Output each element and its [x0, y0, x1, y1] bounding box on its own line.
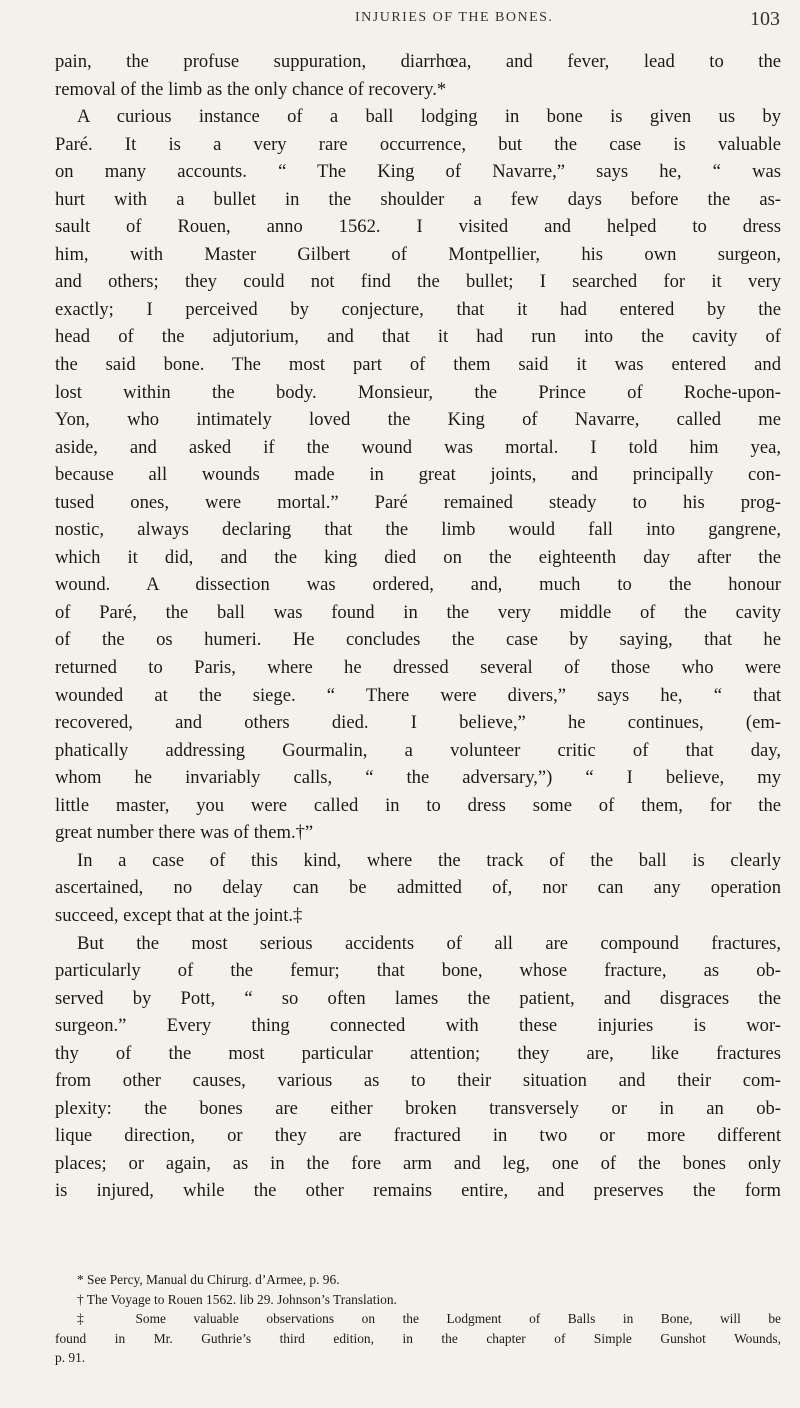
footnote-line: ‡ Some valuable observations on the Lodgment of Balls in Bone, will be — [77, 1311, 781, 1326]
text-line: the said bone. The most part of them said it was entered and — [55, 354, 781, 376]
text-line: plexity: the bones are either broken transversely or in an ob- — [55, 1097, 781, 1119]
text-line: from other causes, various as to their situation and their com- — [55, 1070, 781, 1092]
text-line: recovered, and others died. I believe,” he continues, (em- — [55, 712, 781, 734]
text-line: places; or again, as in the fore arm and leg, one of the bones only — [55, 1152, 781, 1174]
text-line: hurt with a bullet in the shoulder a few days before the as- — [55, 188, 781, 210]
text-line: But the most serious accidents of all are compound fractures, — [77, 932, 781, 954]
footnote-line: * See Percy, Manual du Chirurg. d’Armee, p. 96. — [77, 1272, 340, 1287]
text-line: is injured, while the other remains entire, and preserves the form — [55, 1180, 781, 1202]
text-line: pain, the profuse suppuration, diarrhœa, and fever, lead to the — [55, 51, 781, 72]
text-line: phatically addressing Gourmalin, a volunteer critic of that day, — [55, 739, 781, 761]
text-line: thy of the most particular attention; they are, like fractures — [55, 1042, 781, 1064]
text-line: on many accounts. “ The King of Navarre,” says he, “ was — [55, 161, 781, 183]
text-line: served by Pott, “ so often lames the patient, and disgraces the — [55, 987, 781, 1009]
text-line: because all wounds made in great joints, and principally con- — [55, 464, 781, 486]
text-line: Yon, who intimately loved the King of Navarre, called me — [55, 409, 781, 431]
text-line: surgeon.” Every thing connected with these injuries is wor- — [55, 1015, 781, 1037]
text-line: sault of Rouen, anno 1562. I visited and helped to dress — [55, 216, 781, 238]
text-line: aside, and asked if the wound was mortal. I told him yea, — [55, 436, 781, 458]
text-line: succeed, except that at the joint.‡ — [55, 904, 303, 926]
text-line: lost within the body. Monsieur, the Prince of Roche-upon- — [55, 381, 781, 403]
text-line: wound. A dissection was ordered, and, much to the honour — [55, 574, 781, 596]
footnote-line: p. 91. — [55, 1350, 86, 1365]
text-line: A curious instance of a ball lodging in bone is given us by — [77, 106, 781, 128]
text-line: nostic, always declaring that the limb would fall into gangrene, — [55, 519, 781, 541]
text-line: of Paré, the ball was found in the very middle of the cavity — [55, 601, 781, 623]
text-line: exactly; I perceived by conjecture, that it had entered by the — [55, 298, 781, 320]
footnote-line: found in Mr. Guthrie’s third edition, in the chapter of Simple Gunshot Wounds, — [55, 1330, 781, 1346]
body-text — [55, 48, 781, 1205]
text-line: great number there was of them.†” — [55, 822, 314, 844]
text-line: lique direction, or they are fractured in two or more different — [55, 1125, 781, 1147]
text-line: him, with Master Gilbert of Montpellier, his own surgeon, — [55, 243, 781, 265]
text-line: tused ones, were mortal.” Paré remained steady to his prog- — [55, 491, 781, 513]
text-line: and others; they could not find the bullet; I searched for it very — [55, 271, 781, 293]
text-line: wounded at the siege. “ There were divers,” says he, “ that — [55, 684, 781, 706]
footnote-line: † The Voyage to Rouen 1562. lib 29. Johnson’s Translation. — [77, 1291, 397, 1307]
text-line: Paré. It is a very rare occurrence, but the case is valuable — [55, 133, 781, 155]
text-line: particularly of the femur; that bone, whose fracture, as ob- — [55, 960, 781, 982]
text-line: which it did, and the king died on the eighteenth day after the — [55, 546, 781, 568]
text-line: little master, you were called in to dress some of them, for the — [55, 794, 781, 816]
text-line: whom he invariably calls, “ the adversary,”) “ I believe, my — [55, 767, 781, 789]
text-line: ascertained, no delay can be admitted of, nor can any operation — [55, 877, 781, 899]
text-line: removal of the limb as the only chance of recovery.* — [55, 78, 447, 100]
text-line: of the os humeri. He concludes the case by saying, that he — [55, 629, 781, 651]
page-number: 103 — [750, 8, 780, 30]
text-line: In a case of this kind, where the track of the ball is clearly — [77, 849, 781, 871]
page-header — [0, 8, 800, 38]
text-line: head of the adjutorium, and that it had run into the cavity of — [55, 326, 781, 348]
text-line: returned to Paris, where he dressed several of those who were — [55, 657, 781, 679]
running-head: INJURIES OF THE BONES. — [355, 10, 554, 25]
footnotes — [55, 1270, 781, 1368]
